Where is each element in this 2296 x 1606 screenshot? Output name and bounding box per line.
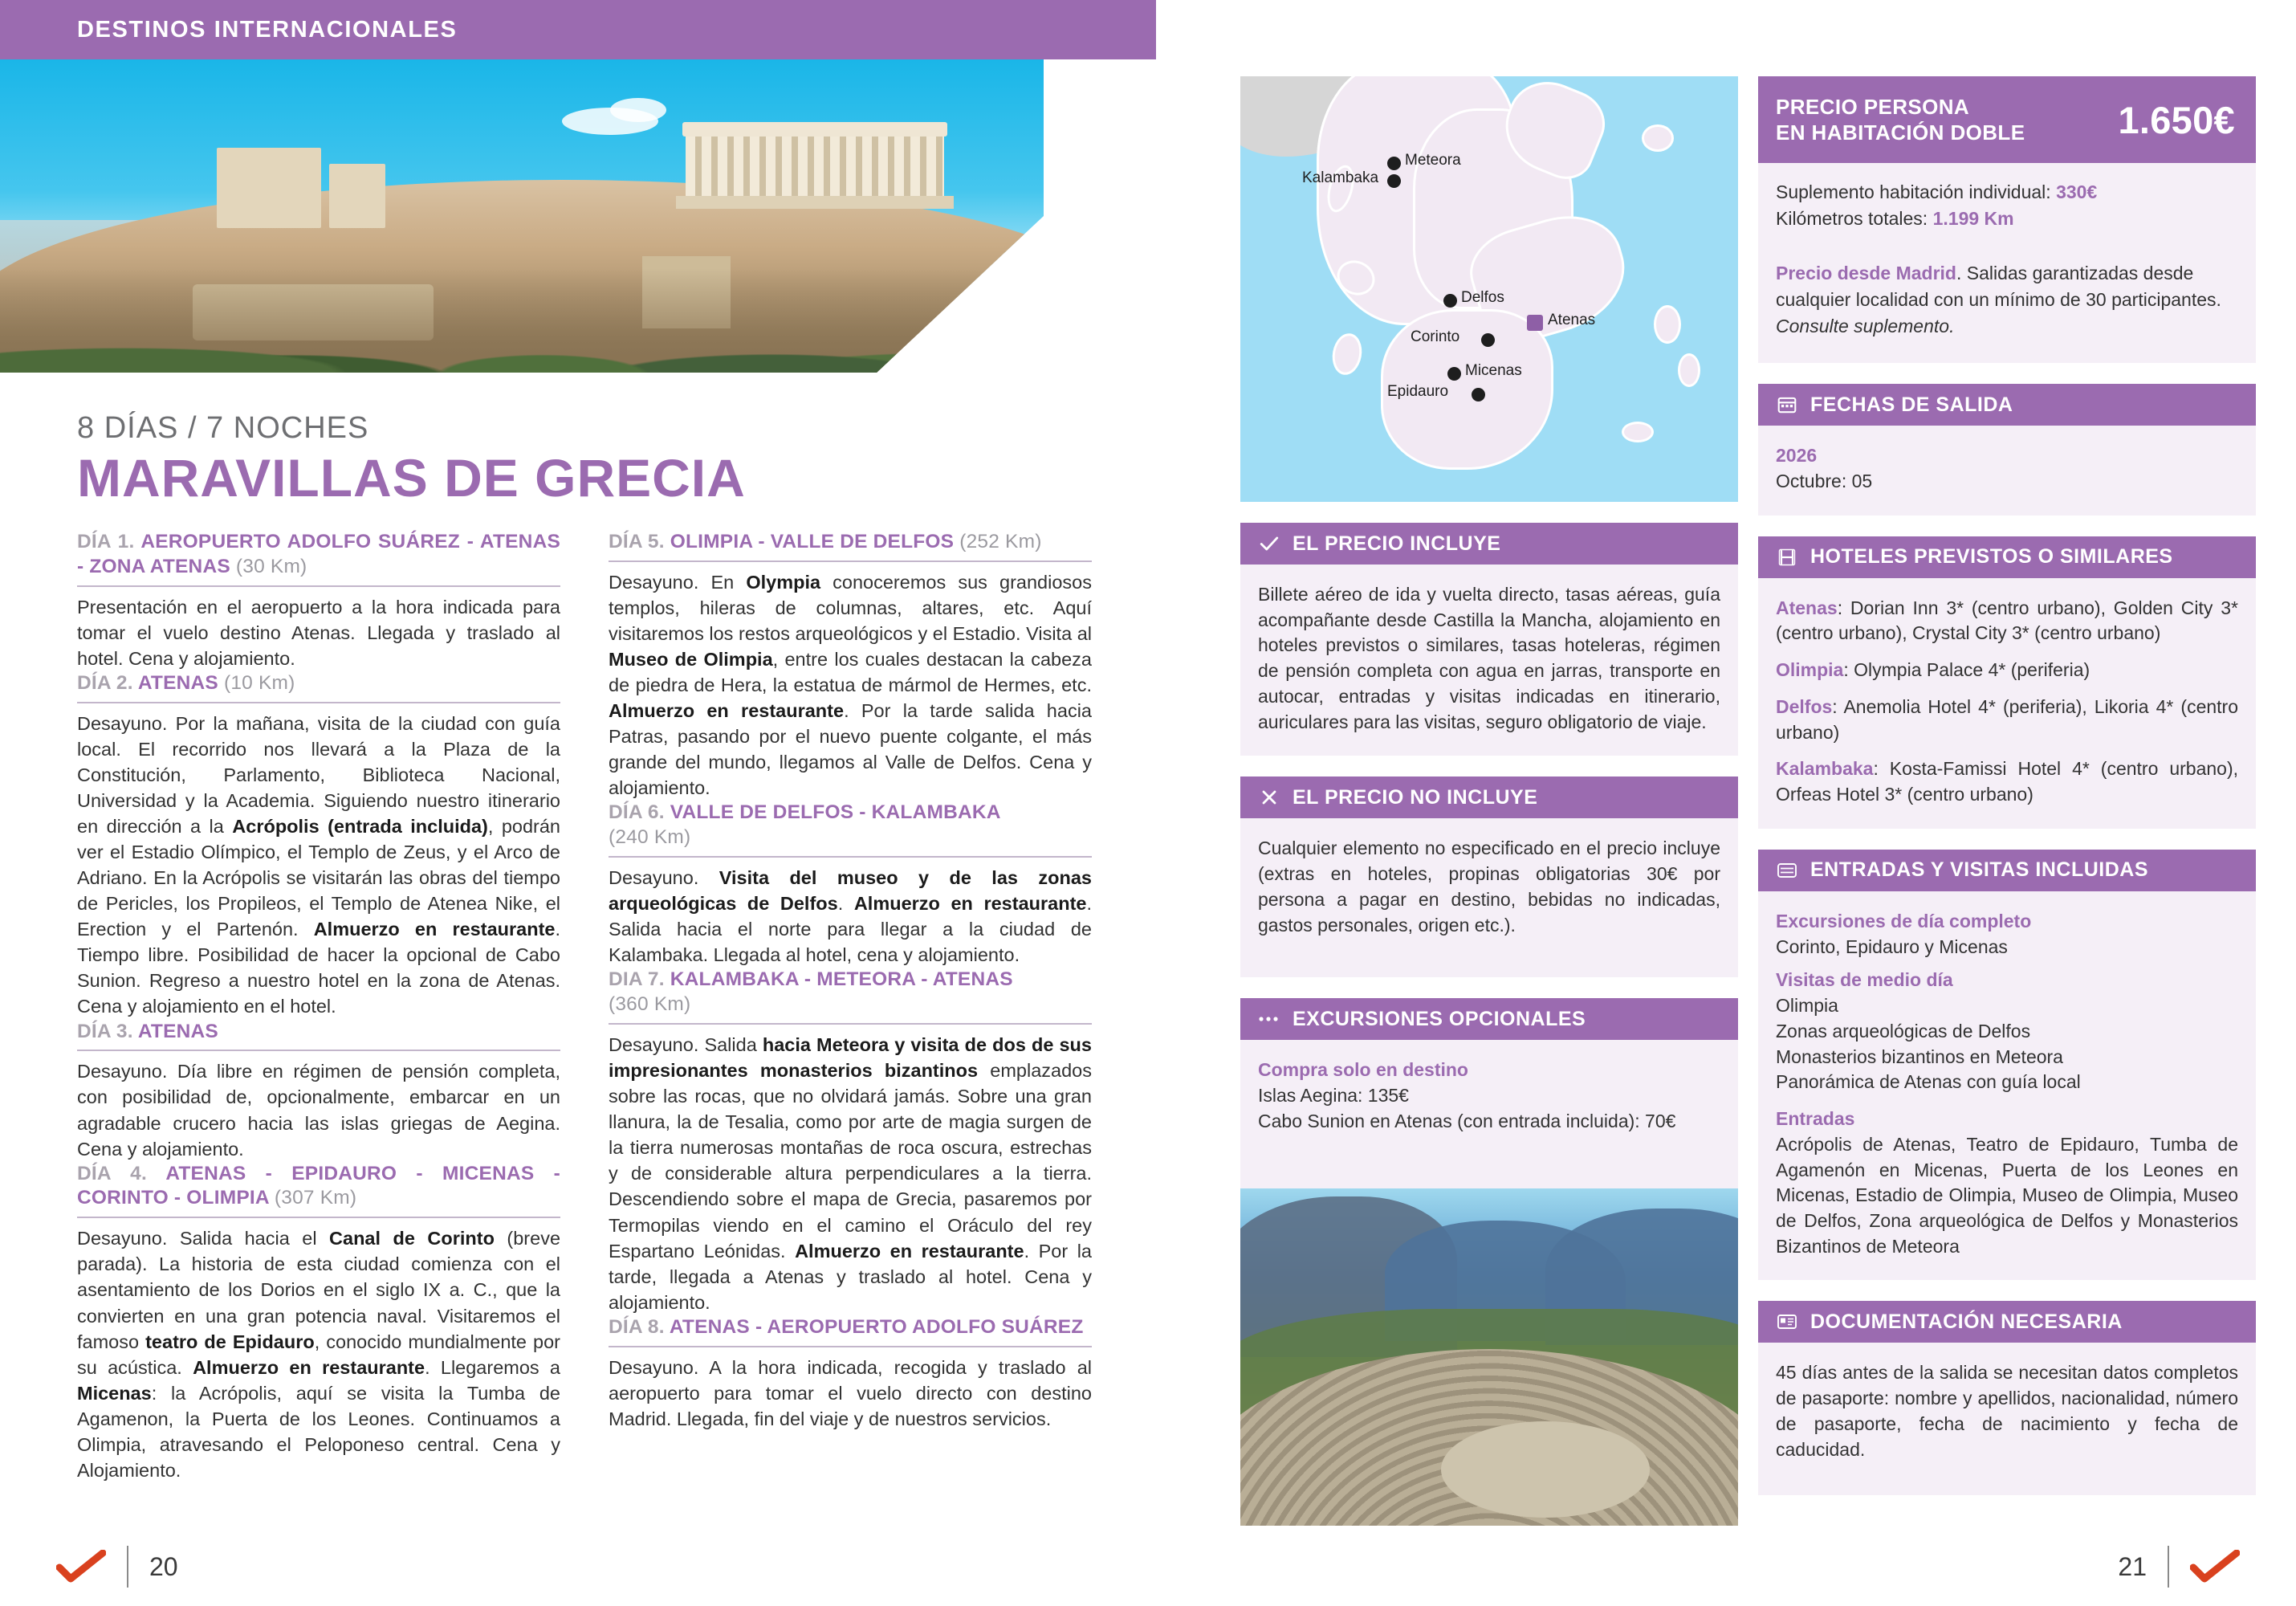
day-number: DÍA 4. <box>77 1162 147 1184</box>
panel-documentation-body: 45 días antes de la salida se necesitan datos completos de pasaporte: nombre y apellidos, nacionalidad, número de pasaporte, fecha de nacimiento y fecha de caducidad. <box>1758 1343 2256 1495</box>
footer-divider <box>127 1546 128 1588</box>
map-island <box>1329 331 1365 377</box>
day-body: Desayuno. A la hora indicada, recogida y traslado al aeropuerto para tomar el vuelo directo con destino Madrid. Llegada, fin del viaje y de nuestros servicios. <box>609 1356 1092 1429</box>
close-icon <box>1258 786 1280 809</box>
day-divider <box>609 1023 1092 1025</box>
day-divider <box>77 702 560 703</box>
day-body: Desayuno. Visita del museo y de las zonas arqueológicas de Delfos. Almuerzo en restaurante. Salida hacia el norte para llegar a la ciudad de Kalambaka. Llegada al hotel, cena y alojamiento. <box>609 867 1092 966</box>
panel-dates <box>1758 384 2256 515</box>
day-km: (240 Km) <box>609 826 691 849</box>
header-category-label: DESTINOS INTERNACIONALES <box>77 16 458 43</box>
panel-dates-header <box>1758 384 2256 426</box>
day-number: DÍA 1. <box>77 531 135 552</box>
brand-check-logo-icon <box>56 1550 106 1584</box>
map-island <box>1654 305 1681 344</box>
itinerary-day-1 <box>77 530 560 671</box>
day-number: DIA 7. <box>609 968 665 991</box>
day-body: Desayuno. Salida hacia Meteora y visita de dos de sus impresionantes monasterios bizantinos emplazados sobre las rocas, que no olvidará jamás. Sobre una gran llanura, la de Tesalia, como por arte de magia surgen de la tierra numerosas montañas de roca oscura, estrechas y de considerable altura perpendiculares a la tierra. Descendiendo sobre el mapa de Grecia, pasaremos por Termopilas viendo en el camino el Oráculo del rey Espartano Leónidas. Almuerzo en restaurante. Por la tarde, llegada a Atenas y traslado al hotel. Cena y alojamiento. <box>609 1034 1092 1313</box>
day-km: (252 Km) <box>959 531 1042 552</box>
map-pin-meteora[interactable] <box>1387 157 1401 170</box>
panel-dates-body <box>1758 426 2256 515</box>
itinerary-day-6 <box>609 801 1092 968</box>
calendar-icon <box>1776 393 1798 416</box>
hero-image-acropolis <box>0 59 1044 373</box>
day-divider <box>77 585 560 587</box>
itinerary-day-7 <box>609 968 1092 1315</box>
day-km: (307 Km) <box>274 1187 357 1209</box>
day-route: OLIMPIA - VALLE DE DELFOS <box>670 531 955 552</box>
title-block <box>77 411 800 506</box>
day-route: VALLE DE DELFOS - KALAMBAKA <box>670 801 1001 824</box>
day-divider <box>77 1050 560 1051</box>
page-number-right: 21 <box>2118 1551 2147 1581</box>
panel-entries-title: ENTRADAS Y VISITAS INCLUIDAS <box>1810 858 2148 882</box>
ruin-block <box>329 164 385 228</box>
footer-right <box>2118 1546 2240 1588</box>
trip-duration: 8 DÍAS / 7 NOCHES <box>77 411 369 445</box>
map-greece <box>1240 76 1738 502</box>
footer-left <box>56 1546 178 1588</box>
ellipsis-icon <box>1258 1008 1280 1030</box>
panel-dates-title: FECHAS DE SALIDA <box>1810 393 2013 416</box>
panel-includes <box>1240 523 1738 756</box>
day-body: Desayuno. Día libre en régimen de pensión completa, con posibilidad de, opcionalmente, embarcar en un agradable crucero hacia las islas griegas de Aegina. Cena y alojamiento. <box>77 1061 560 1160</box>
map-label-micenas: Micenas <box>1465 362 1522 379</box>
price-header <box>1758 76 2256 163</box>
map-island <box>1642 124 1674 152</box>
itinerary <box>77 530 1093 1483</box>
day-number: DÍA 8. <box>609 1315 665 1338</box>
day-route: ATENAS <box>137 671 218 694</box>
map-label-epidauro: Epidauro <box>1387 383 1449 400</box>
photo-delphi-theater <box>1240 1188 1738 1526</box>
optional-item: Cabo Sunion en Atenas (con entrada incluida): 70€ <box>1258 1110 1676 1131</box>
hotel-row: Atenas: Dorian Inn 3* (centro urbano), Golden City 3* (centro urbano), Crystal City 3* (centro urbano) <box>1776 597 2238 644</box>
entries-tickets-text: Acrópolis de Atenas, Teatro de Epidauro, Tumba de Agamenón en Micenas, Puerta de los Leones en Micenas, Estadio de Olimpia, Museo de Olimpia, Museo de Delfos, Zona arqueológica de Delfos y Monasterios Bizantinos de Meteora <box>1776 1133 2238 1257</box>
day-divider <box>609 1346 1092 1347</box>
center-column <box>1240 76 1738 1192</box>
entries-halfday-item: Zonas arqueológicas de Delfos <box>1776 1020 2031 1041</box>
check-icon <box>1258 532 1280 555</box>
itinerary-column-2 <box>609 530 1092 1483</box>
map-island <box>1678 353 1700 387</box>
panel-documentation-title: DOCUMENTACIÓN NECESARIA <box>1810 1310 2123 1333</box>
cloud-icon <box>610 98 666 122</box>
map-pin-kalambaka[interactable] <box>1387 174 1401 188</box>
page-number-left: 20 <box>149 1551 178 1581</box>
page-title: MARAVILLAS DE GRECIA <box>77 448 746 507</box>
hero-vegetation <box>0 268 1044 373</box>
dates-year: 2026 <box>1776 445 1818 467</box>
map-pin-delfos[interactable] <box>1443 294 1457 308</box>
hotel-icon <box>1776 546 1798 569</box>
panel-documentation-header <box>1758 1301 2256 1343</box>
day-km: (10 Km) <box>223 671 295 694</box>
map-island <box>1622 422 1654 442</box>
day-route: AEROPUERTO ADOLFO SUÁREZ - ATENAS - ZONA ATENAS <box>77 531 561 577</box>
itinerary-day-5 <box>609 530 1092 801</box>
day-route: KALAMBAKA - METEORA - ATENAS <box>670 968 1013 991</box>
panel-optional-title: EXCURSIONES OPCIONALES <box>1293 1007 1586 1030</box>
itinerary-column-1 <box>77 530 560 1483</box>
map-label-corinto: Corinto <box>1411 328 1460 345</box>
price-label: PRECIO PERSONA EN HABITACIÓN DOBLE <box>1776 94 2025 145</box>
entries-halfday-item: Monasterios bizantinos en Meteora <box>1776 1046 2063 1067</box>
panel-entries <box>1758 850 2256 1281</box>
entries-tickets-title: Entradas <box>1776 1108 1855 1130</box>
panel-entries-header <box>1758 850 2256 891</box>
map-pin-micenas[interactable] <box>1447 367 1461 381</box>
panel-optional-excursions <box>1240 998 1738 1192</box>
panel-includes-title: EL PRECIO INCLUYE <box>1293 532 1501 555</box>
entries-fullday-title: Excursiones de día completo <box>1776 910 2032 931</box>
entries-halfday-item: Panorámica de Atenas con guía local <box>1776 1071 2081 1093</box>
day-number: DÍA 2. <box>77 671 133 694</box>
header-banner <box>0 0 1156 59</box>
panel-excludes <box>1240 777 1738 977</box>
panel-excludes-header <box>1240 777 1738 818</box>
optional-subtitle: Compra solo en destino <box>1258 1059 1468 1081</box>
day-number: DÍA 6. <box>609 801 665 824</box>
day-route: ATENAS - AEROPUERTO ADOLFO SUÁREZ <box>669 1315 1084 1338</box>
day-number: DÍA 5. <box>609 531 665 552</box>
itinerary-day-8 <box>609 1315 1092 1432</box>
entries-halfday-title: Visitas de medio día <box>1776 969 1953 991</box>
map-pin-corinto[interactable] <box>1481 333 1495 347</box>
day-number: DÍA 3. <box>77 1020 133 1042</box>
price-note: Precio desde Madrid. Salidas garantizadas desde cualquier localidad con un mínimo de 30 participantes. Consulte suplemento. <box>1776 263 2221 336</box>
brand-check-logo-icon <box>2190 1550 2240 1584</box>
day-km: (30 Km) <box>235 555 307 577</box>
entries-halfday-item: Olimpia <box>1776 995 1838 1017</box>
day-body: Desayuno. Salida hacia el Canal de Corinto (breve parada). La historia de esta ciudad comienza con el asentamiento de los Dorios en el siglo IX a. C., que la convierten en una gran potencia naval. Visitaremos el famoso teatro de Epidauro, conocido mundialmente por su acústica. Almuerzo en restaurante. Llegaremos a Micenas: la Acrópolis, aquí se visita la Tumba de Agamenon, la Puerta de los Leones. Continuamos a Olimpia, atravesando el Peloponeso central. Cena y Alojamiento. <box>77 1228 561 1481</box>
hotel-row: Olimpia: Olympia Palace 4* (periferia) <box>1776 659 2090 681</box>
day-route: ATENAS <box>137 1020 218 1042</box>
panel-hotels-body <box>1758 578 2256 829</box>
itinerary-day-3 <box>77 1020 560 1162</box>
panel-optional-body <box>1240 1040 1738 1192</box>
optional-item: Islas Aegina: 135€ <box>1258 1085 1409 1107</box>
day-route: ATENAS - EPIDAURO - MICENAS - CORINTO - OLIMPIA <box>77 1162 560 1209</box>
map-pin-epidauro[interactable] <box>1472 388 1485 402</box>
day-body: Presentación en el aeropuerto a la hora indicada para tomar el vuelo destino Atenas. Llegada y traslado al hotel. Cena y alojamiento. <box>77 596 560 669</box>
footer-divider <box>2168 1546 2169 1588</box>
map-label-atenas: Atenas <box>1548 312 1596 328</box>
day-body: Desayuno. En Olympia conoceremos sus grandiosos templos, hileras de columnas, altares, etc. Aquí visitaremos los restos arqueológicos y el Estadio. Visita al Museo de Olimpia, entre los cuales destacan la cabeza de piedra de Hera, la estatua de mármol de Hermes, etc. Almuerzo en restaurante. Por la tarde salida hacia Patras, pasando por el nuevo puente colgante, el más grande del mundo, llegamos al Valle de Delfos. Cena y alojamiento. <box>609 571 1093 799</box>
price-body <box>1758 163 2256 363</box>
day-divider <box>609 560 1092 562</box>
panel-documentation <box>1758 1301 2256 1495</box>
map-label-meteora: Meteora <box>1405 152 1461 169</box>
parthenon-illustration <box>682 122 947 209</box>
map-pin-atenas[interactable] <box>1527 315 1543 331</box>
map-label-delfos: Delfos <box>1461 289 1504 306</box>
price-value: 1.650€ <box>2118 98 2235 141</box>
panel-optional-header <box>1240 998 1738 1040</box>
day-divider <box>77 1217 560 1218</box>
panel-includes-body: Billete aéreo de ida y vuelta directo, tasas aéreas, guía acompañante desde Castilla la Mancha, alojamiento en hoteles previstos o similares, tasas hoteleras, régimen de pensión completa con agua en jarras, transporte en autocar, entradas y visitas indicadas en itinerario, auriculares para las visitas, seguro obligatorio de viaje. <box>1240 565 1738 756</box>
price-km: Kilómetros totales: 1.199 Km <box>1776 207 2014 229</box>
ticket-icon <box>1776 859 1798 882</box>
dates-months: Octubre: 05 <box>1776 471 1873 492</box>
right-column <box>1758 76 2256 1495</box>
day-body: Desayuno. Por la mañana, visita de la ciudad con guía local. El recorrido nos llevará a la Plaza de la Constitución, Parlamento, Biblioteca Nacional, Universidad y la Academia. Siguiendo nuestro itinerario en dirección a la Acrópolis (entrada incluida), podrán ver el Estadio Olímpico, el Templo de Zeus, y el Arco de Adriano. En la Acrópolis se visitarán las obras del tiempo de Pericles, los Propileos, el Templo de Atenea Nike, el Erection y el Partenón. Almuerzo en restaurante. Tiempo libre. Posibilidad de hacer la opcional de Cabo Sunion. Regreso a nuestro hotel en la zona de Atenas. Cena y alojamiento en el hotel. <box>77 712 560 1017</box>
hotel-row: Kalambaka: Kosta-Famissi Hotel 4* (centro urbano), Orfeas Hotel 3* (centro urbano) <box>1776 758 2238 805</box>
panel-hotels <box>1758 536 2256 829</box>
entries-fullday-text: Corinto, Epidauro y Micenas <box>1776 935 2008 957</box>
day-divider <box>609 856 1092 858</box>
itinerary-day-2 <box>77 671 560 1020</box>
day-km: (360 Km) <box>609 993 691 1016</box>
panel-hotels-title: HOTELES PREVISTOS O SIMILARES <box>1810 545 2173 569</box>
itinerary-day-4 <box>77 1162 560 1483</box>
panel-includes-header <box>1240 523 1738 565</box>
panel-entries-body <box>1758 891 2256 1281</box>
panel-excludes-title: EL PRECIO NO INCLUYE <box>1293 785 1538 809</box>
id-card-icon <box>1776 1310 1798 1333</box>
map-label-kalambaka: Kalambaka <box>1302 169 1379 186</box>
ruin-block <box>217 148 321 228</box>
panel-excludes-body: Cualquier elemento no especificado en el precio incluye (extras en hoteles, propinas obligatorias 30€ por persona a pagar en destino, bebidas no indicadas, gastos personales, origen etc.). <box>1240 818 1738 977</box>
panel-price <box>1758 76 2256 363</box>
panel-hotels-header <box>1758 536 2256 578</box>
price-supplement: Suplemento habitación individual: 330€ <box>1776 181 2098 202</box>
theater-orchestra <box>1441 1421 1650 1518</box>
hotel-row: Delfos: Anemolia Hotel 4* (periferia), Likoria 4* (centro urbano) <box>1776 695 2238 743</box>
